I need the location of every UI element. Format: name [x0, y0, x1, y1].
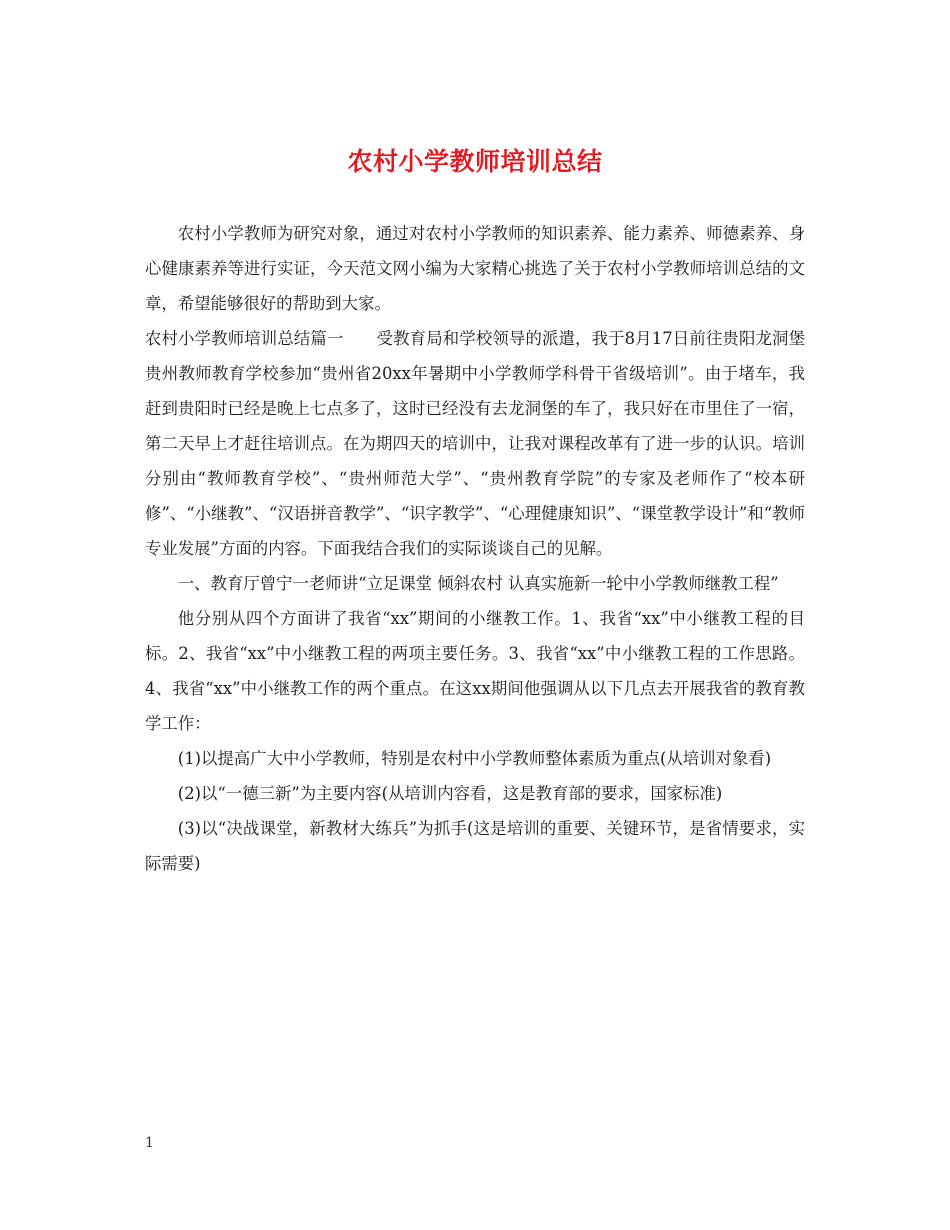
document-title: 农村小学教师培训总结	[347, 147, 603, 176]
point-two-paragraph: (2)以“一德三新”为主要内容(从培训内容看，这是教育部的要求，国家标准)	[177, 784, 723, 803]
section-one-paragraph: 农村小学教师培训总结篇一 受教育局和学校领导的派遣，我于8月17日前往贵阳龙洞堡贵州教师教育学校参加“贵州省20xx年暑期中小学教师学科骨干省级培训”。由于堵车，我赶到贵阳时已经是晚上七点多了，这时已经没有去龙洞堡的车了，我只好在市里住了一宿，第二天早上才赶往培训点。在为期四天的培训中，让我对课程改革有了进一步的认识。培训分别由“教师教育学校”、“贵州师范大学”、“贵州教育学院”的专家及老师作了“校本研修”、“小继教”、“汉语拼音教学”、“识字教学”、“心理健康知识”、“课堂教学设计”和“教师专业发展”方面的内容。下面我结合我们的实际谈谈自己的见解。	[145, 329, 805, 558]
point-one-paragraph: (1)以提高广大中小学教师，特别是农村中小学教师整体素质为重点(从培训对象看)	[177, 749, 772, 768]
lecture-summary-paragraph: 他分别从四个方面讲了我省“xx”期间的小继教工作。1、我省“xx”中小继教工程的目标。2、我省“xx”中小继教工程的两项主要任务。3、我省“xx”中小继教工程的工作思路。4、我省“xx”中小继教工作的两个重点。在这xx期间他强调从以下几点去开展我省的教育教学工作：	[145, 609, 805, 733]
document-body	[145, 216, 805, 881]
intro-paragraph: 农村小学教师为研究对象，通过对农村小学教师的知识素养、能力素养、师德素养、身心健康素养等进行实证，今天范文网小编为大家精心挑选了关于农村小学教师培训总结的文章，希望能够很好的帮助到大家。	[145, 224, 805, 313]
page-number: 1	[145, 1135, 154, 1151]
point-three-paragraph: (3)以“决战课堂，新教材大练兵”为抓手(这是培训的重要、关键环节，是省情要求，实际需要)	[145, 819, 805, 873]
lecture-heading-paragraph: 一、教育厅曾宁一老师讲“立足课堂 倾斜农村 认真实施新一轮中小学教师继教工程”	[177, 574, 779, 593]
